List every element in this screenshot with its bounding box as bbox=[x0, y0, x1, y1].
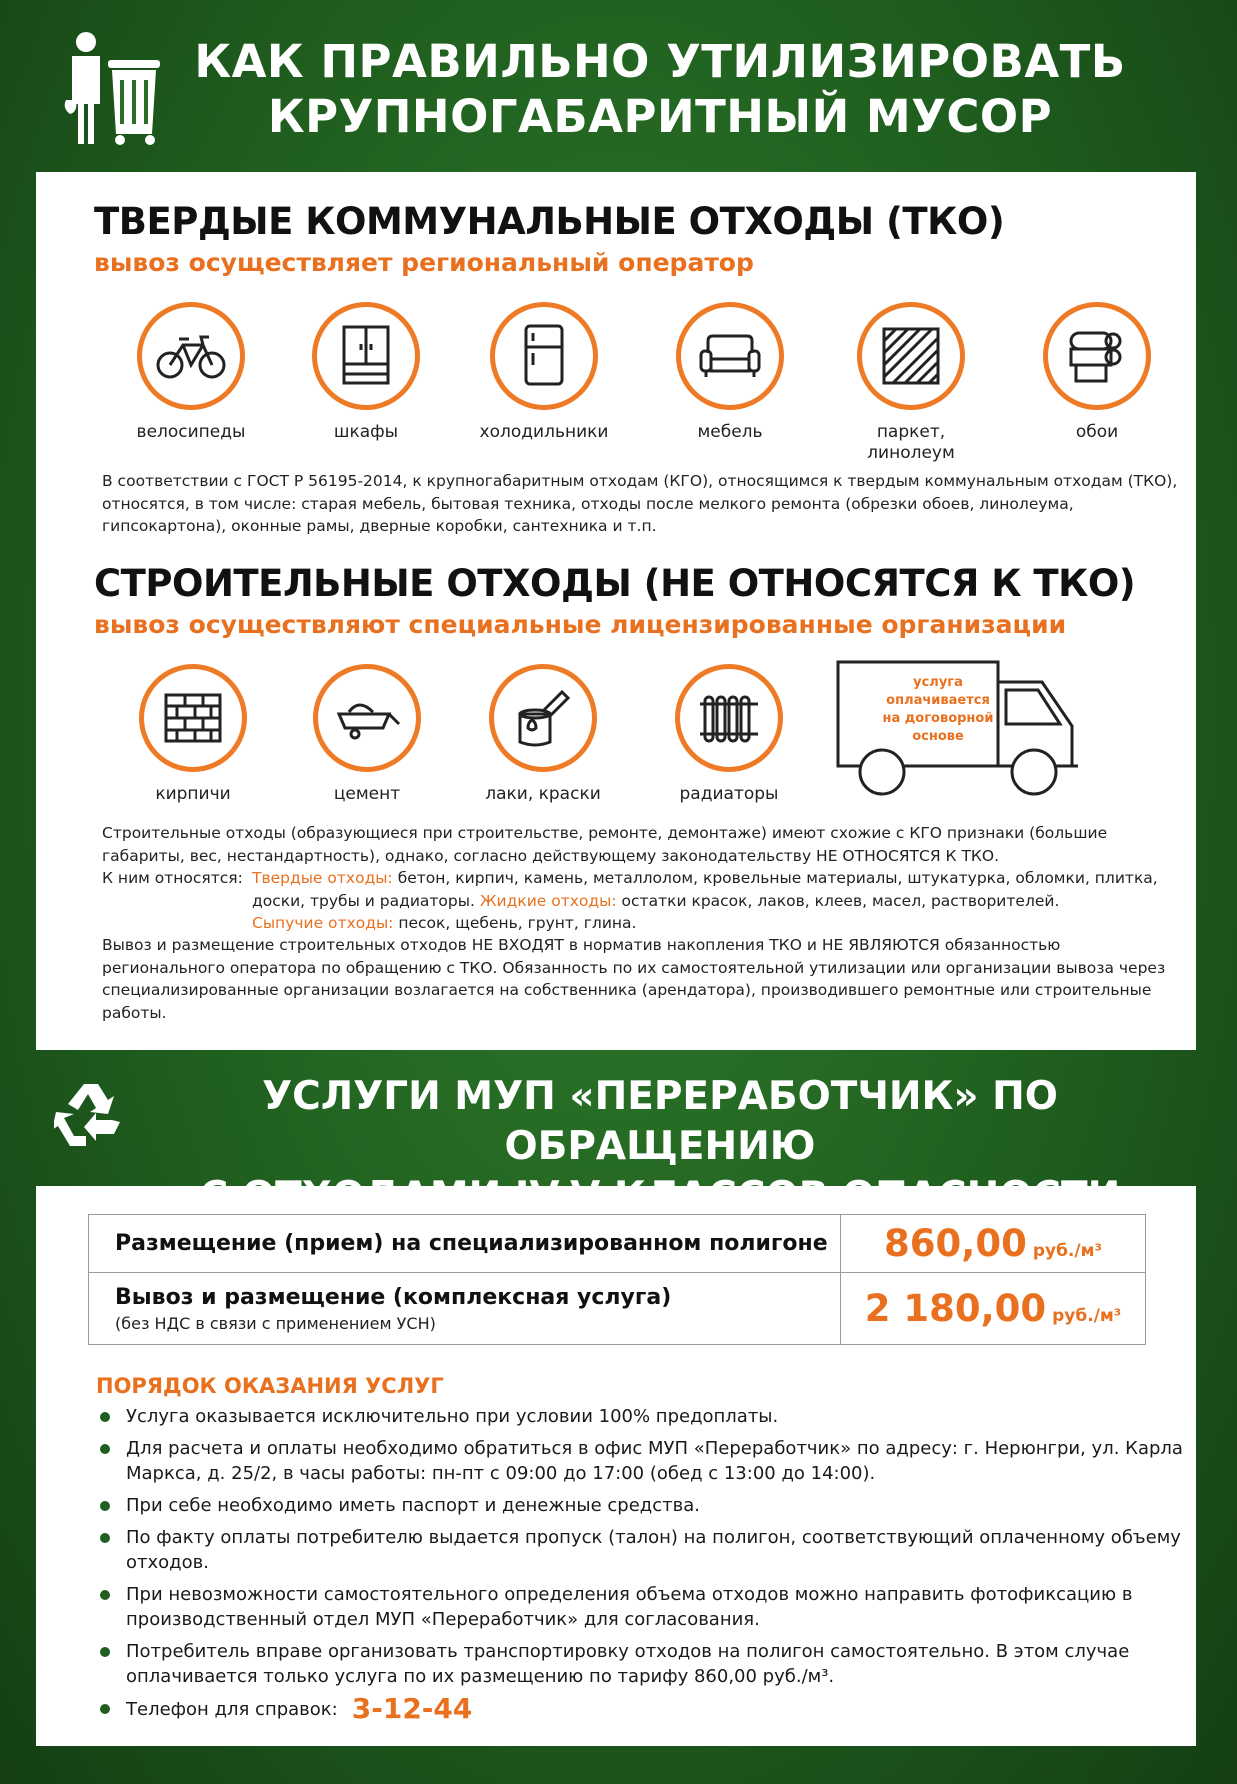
truck-text: услуга оплачивается на договорной основе bbox=[882, 675, 994, 744]
order-list bbox=[96, 1404, 1186, 1729]
order-title: ПОРЯДОК ОКАЗАНИЯ УСЛУГ bbox=[96, 1374, 444, 1398]
tko-label-bicycles: велосипеды bbox=[136, 422, 246, 442]
tko-item-wallpaper bbox=[1012, 302, 1182, 443]
phone-number: 3-12-44 bbox=[351, 1692, 473, 1725]
list-item: Потребитель вправе организовать транспортировку отходов на полигон самостоятельно. В этом случае оплачивается только услуга по их размещению по тарифу 860,00 руб./м³. bbox=[96, 1639, 1186, 1689]
wardrobe-icon bbox=[312, 302, 420, 410]
price-row-price bbox=[841, 1215, 1146, 1273]
tko-label-parquet bbox=[826, 422, 996, 464]
tko-title: ТВЕРДЫЕ КОММУНАЛЬНЫЕ ОТХОДЫ (ТКО) bbox=[94, 200, 1005, 243]
tko-label-fridges: холодильники bbox=[479, 422, 609, 442]
price-table bbox=[88, 1214, 1146, 1345]
price-row-service-name: Размещение (прием) на специализированном полигоне bbox=[115, 1231, 828, 1256]
list-item: При себе необходимо иметь паспорт и денежные средства. bbox=[96, 1493, 1186, 1518]
bricks-icon bbox=[139, 664, 247, 772]
price-unit: руб./м³ bbox=[1032, 1241, 1102, 1261]
construction-list-prefix: К ним относятся: bbox=[102, 869, 243, 887]
construction-item-radiators bbox=[644, 664, 814, 805]
main-title-line2: КРУПНОГАБАРИТНЫЙ МУСОР bbox=[267, 90, 1053, 143]
list-item: Услуга оказывается исключительно при условии 100% предоплаты. bbox=[96, 1404, 1186, 1429]
construction-subtitle: вывоз осуществляют специальные лицензированные организации bbox=[94, 610, 1067, 639]
construction-list bbox=[102, 867, 1182, 935]
list-item: При невозможности самостоятельного определения объема отходов можно направить фотофиксацию в производственный отдел МУП «Переработчик» для согласования. bbox=[96, 1582, 1186, 1632]
person-with-trash-bin-icon bbox=[58, 30, 168, 150]
main-title bbox=[180, 34, 1140, 144]
solid-waste-text: бетон, кирпич, камень, металлолом, кровельные материалы, штукатурка, обломки, плитка, доски, трубы и радиаторы. bbox=[252, 869, 1158, 910]
parquet-icon bbox=[857, 302, 965, 410]
construction-label-radiators: радиаторы bbox=[679, 784, 779, 804]
construction-label-bricks: кирпичи bbox=[155, 784, 231, 804]
fridge-icon bbox=[490, 302, 598, 410]
tko-label-wallpaper: обои bbox=[1075, 422, 1119, 442]
waste-info-panel bbox=[36, 172, 1196, 1050]
bicycle-icon bbox=[137, 302, 245, 410]
services-title-line1: УСЛУГИ МУП «ПЕРЕРАБОТЧИК» ПО ОБРАЩЕНИЮ bbox=[262, 1074, 1058, 1169]
price-row-price bbox=[841, 1273, 1146, 1345]
tko-description: В соответствии с ГОСТ Р 56195-2014, к крупногабаритным отходам (КГО), относящимся к твердым коммунальным отходам (ТКО), относятся, в том числе: старая мебель, бытовая техника, отходы после мелкого ремонта (обрезки обоев, линолеума, гипсокартона), оконные рамы, дверные коробки, сантехника и т.п. bbox=[102, 472, 1178, 535]
services-panel bbox=[36, 1186, 1196, 1746]
price-row-service-name: Вывоз и размещение (комплексная услуга) bbox=[115, 1284, 672, 1310]
phone-label: Телефон для справок: bbox=[126, 1699, 338, 1720]
price-row bbox=[89, 1215, 1146, 1273]
price-value: 860,00 bbox=[884, 1222, 1027, 1265]
main-header bbox=[0, 0, 1237, 170]
price-unit: руб./м³ bbox=[1052, 1306, 1122, 1326]
list-item-phone bbox=[96, 1692, 1186, 1725]
tko-label-parquet-line2: линолеум bbox=[867, 443, 955, 463]
solid-waste-label: Твердые отходы: bbox=[252, 869, 393, 887]
construction-p3: Вывоз и размещение строительных отходов НЕ ВХОДЯТ в норматив накопления ТКО и НЕ ЯВЛЯЮТСЯ обязанностью регионального оператора по обращению с ТКО. Обязанность по их самостоятельной утилизации или организации вывоза через специализированные организации возлагается на собственника (арендатора), производившего ремонтные или строительные работы. bbox=[102, 936, 1166, 1022]
construction-item-bricks bbox=[108, 664, 278, 805]
recycle-icon bbox=[54, 1078, 130, 1154]
liquid-waste-text: остатки красок, лаков, клеев, масел, растворителей. bbox=[621, 891, 1060, 910]
construction-label-paints: лаки, краски bbox=[485, 784, 601, 804]
list-item: Для расчета и оплаты необходимо обратиться в офис МУП «Переработчик» по адресу: г. Нерюнгри, ул. Карла Маркса, д. 25/2, в часы работы: пн-пт с 09:00 до 17:00 (обед с 13:00 до 14:00). bbox=[96, 1436, 1186, 1486]
tko-label-wardrobes: шкафы bbox=[333, 422, 399, 442]
price-row bbox=[89, 1273, 1146, 1345]
construction-item-paints bbox=[458, 664, 628, 805]
sofa-icon bbox=[676, 302, 784, 410]
tko-label-furniture: мебель bbox=[697, 422, 763, 442]
bulk-waste-label: Сыпучие отходы: bbox=[252, 914, 394, 932]
tko-label-parquet-line1: паркет, bbox=[876, 422, 946, 442]
radiator-icon bbox=[675, 664, 783, 772]
price-row-service-note: (без НДС в связи с применением УСН) bbox=[115, 1313, 436, 1333]
tko-item-furniture bbox=[645, 302, 815, 443]
services-header bbox=[0, 1060, 1237, 1180]
tko-item-fridges bbox=[459, 302, 629, 443]
tko-subtitle: вывоз осуществляет региональный оператор bbox=[94, 248, 754, 277]
cement-wheelbarrow-icon bbox=[313, 664, 421, 772]
tko-item-wardrobes bbox=[281, 302, 451, 443]
truck-illustration bbox=[834, 658, 1094, 802]
price-row-service bbox=[89, 1215, 841, 1273]
construction-label-cement: цемент bbox=[333, 784, 401, 804]
bulk-waste-text: песок, щебень, грунт, глина. bbox=[398, 914, 637, 932]
construction-title: СТРОИТЕЛЬНЫЕ ОТХОДЫ (НЕ ОТНОСЯТСЯ К ТКО) bbox=[94, 562, 1136, 605]
wallpaper-roll-icon bbox=[1043, 302, 1151, 410]
tko-item-parquet bbox=[826, 302, 996, 464]
liquid-waste-label: Жидкие отходы: bbox=[479, 891, 617, 910]
main-title-line1: КАК ПРАВИЛЬНО УТИЛИЗИРОВАТЬ bbox=[194, 35, 1126, 88]
construction-p1: Строительные отходы (образующиеся при строительстве, ремонте, демонтаже) имеют схожие с КГО признаки (большие габариты, вес, нестандартность), однако, согласно действующему законодательству НЕ ОТНОСЯТСЯ К ТКО. bbox=[102, 824, 1108, 865]
list-item: По факту оплаты потребителю выдается пропуск (талон) на полигон, соответствующий оплаченному объему отходов. bbox=[96, 1525, 1186, 1575]
tko-item-bicycles bbox=[106, 302, 276, 443]
paint-can-icon bbox=[489, 664, 597, 772]
price-row-service bbox=[89, 1273, 841, 1345]
construction-item-cement bbox=[282, 664, 452, 805]
price-value: 2 180,00 bbox=[864, 1287, 1047, 1330]
